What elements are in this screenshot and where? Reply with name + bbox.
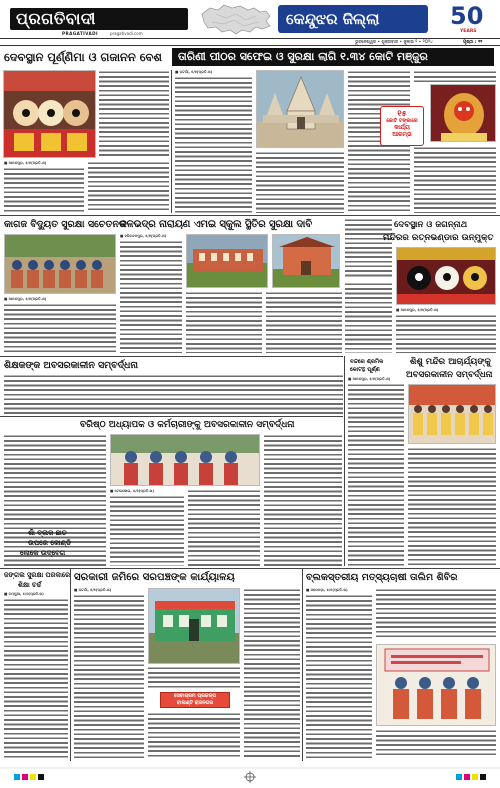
headline-roof-b: ଉପରେ କୋଣ୍ଡି [28, 538, 72, 547]
info-box-line1: ୧୫ [397, 109, 407, 118]
story-shishu-body [408, 447, 496, 566]
story-professor-col3 [188, 489, 260, 566]
dateline-text: ଭୁବନେଶ୍ୱର • ଶୁକ୍ରବାର • ଜୁଲାଇ ୨ • ୨୦୨୪ [355, 40, 433, 45]
headline-bar [0, 47, 500, 67]
sign-line2: ବାଲଣ୍ଟି ରାଜନଗର [176, 700, 214, 706]
headline-forest-a: ଜଙ୍ଗଲ ସୁରକ୍ଷା ପରକାରେ [4, 571, 71, 579]
masthead-logo [10, 8, 188, 30]
dateline-3: ■ ଆନନ୍ଦପୁର, ୫/୭(ପ୍ରତି.ଖ) [4, 297, 47, 301]
story-sarpanch-col4 [244, 588, 300, 758]
district-map-icon [196, 2, 276, 36]
story-sarpanch-col1 [74, 594, 144, 758]
headline-teacher-retire: ଶିକ୍ଷକଙ୍କ ଅବସରକାଳୀନ ସମ୍ବର୍ଦ୍ଧନା [4, 360, 138, 371]
page-number: ପୃଷ୍ଠା : ୧୧ [463, 40, 483, 45]
story-professor-col4 [264, 434, 342, 566]
building-photo [272, 234, 340, 288]
story-tarini-col4 [414, 70, 496, 82]
goddess-photo [430, 84, 496, 142]
divider [0, 568, 500, 569]
story-sarpanch-col3 [148, 712, 240, 758]
divider [302, 569, 303, 761]
headline-ratna-a: ଦେବସ୍ଥାନ ଓ ଜଗନ୍ନାଥ [394, 220, 468, 230]
training-photo [376, 644, 496, 726]
anniversary-badge [448, 4, 494, 34]
headline-box [172, 48, 494, 66]
headline-forest-b: ଶିକ୍ଷା ଚର୍ଚ୍ଚ [18, 581, 42, 589]
headline-professor: ବରିଷ୍ଠ ଅଧ୍ୟାପକ ଓ କର୍ମଚାରୀଙ୍କୁ ଅବସରକାଳୀନ ସମ୍ବର୍ଦ୍ଧନା [80, 420, 295, 430]
story-devasthan-col1 [99, 70, 169, 158]
story-forest-body [4, 598, 68, 758]
story-school-col1 [120, 240, 182, 353]
date-strip [0, 38, 500, 46]
story-devasthan-col3 [88, 161, 169, 213]
story-ratna-col1 [345, 218, 392, 278]
logo-url: pragativadi.com [110, 31, 143, 36]
divider [344, 356, 345, 566]
story-school-col2 [186, 291, 262, 353]
story-fish-col2 [376, 588, 496, 640]
story-electric-body [4, 303, 116, 353]
meeting-photo [4, 234, 116, 294]
info-box [380, 106, 424, 146]
headline-shishu-b: ଅବସରକାଳୀନ ସମ୍ବର୍ଦ୍ଧନା [406, 370, 493, 380]
office-photo [148, 588, 240, 664]
sign-board [160, 692, 230, 708]
district-title: କେନ୍ଦୁଝର ଜିଲ୍ଲା [286, 10, 380, 28]
dateline-10: ■ ସହରପଡ଼ା, ୫/୭(ପ୍ରତି.ଖ) [306, 588, 348, 592]
anniversary-number: 50 [450, 2, 484, 30]
district-title-banner [278, 5, 428, 33]
school-photo [186, 234, 268, 288]
headline-ratna-b: ମନ୍ଦିରର ରତ୍ନଭଣ୍ଡାର ଉନ୍ମୁକ୍ତ [383, 233, 494, 243]
shishu-photo [408, 384, 496, 444]
dateline-1: ■ ଆନନ୍ଦପୁର, ୫/୭(ପ୍ରତି.ଖ) [4, 161, 47, 165]
divider [171, 70, 172, 213]
dateline-5: ■ ଆନନ୍ଦପୁର, ୫/୭(ପ୍ରତି.ଖ) [396, 308, 439, 312]
story-ratna-col2 [345, 282, 392, 353]
headline-port-b: କୋଟନ୍ଥ ଘୂର୍ଣ୍ଣ [350, 367, 380, 373]
dateline-4: ■ ହରିଚନ୍ଦନପୁର, ୫/୭(ପ୍ରତି.ଖ) [120, 234, 167, 238]
story-fish-col1 [306, 594, 372, 758]
dateline-2: ■ ଘଟଗାଁ, ୫/୭(ପ୍ରତି.ଖ) [175, 70, 213, 74]
story-sarpanch-col2 [148, 666, 240, 690]
headline-electric-safety: କାଗଜ ବିଦ୍ୟୁତ ସୁରକ୍ଷା ସଚେତନତା [4, 219, 127, 230]
info-box-line3: କାର୍ଯ୍ୟ [394, 124, 410, 131]
footer-strip [0, 764, 500, 788]
logo-subtitle: PRAGATIVADI [62, 31, 98, 36]
headline-port-a: ବନ୍ଦରେ ଶ୍ରମିକ [350, 359, 384, 365]
dateline-9: ■ ଘଟଗାଁ, ୫/୭(ପ୍ରତି.ଖ) [74, 588, 112, 592]
anniversary-sub: YEARS [460, 29, 477, 34]
story-tarini-col5 [414, 146, 496, 213]
divider [70, 569, 71, 761]
temple-photo [256, 70, 344, 148]
info-box-line4: ଆରମ୍ଭ [392, 131, 412, 138]
story-school-col3 [266, 291, 342, 353]
professor-photo [110, 434, 260, 486]
sign-line1: ସେବାଶ୍ରମ ପ୍ରକଳ୍ପ [174, 693, 216, 699]
jagannath-photo [396, 247, 496, 305]
story-devasthan-col2 [4, 167, 84, 213]
story-tarini-col2 [256, 151, 344, 213]
masthead [0, 0, 500, 38]
story-port-body [348, 383, 404, 566]
divider [0, 416, 343, 417]
headline-fish-training: ବ୍ଲକସ୍ତରୀୟ ମତ୍ସ୍ୟଚାଷୀ ତାଲିମ ଶିବିର [306, 572, 458, 583]
story-tarini-col1 [175, 76, 252, 213]
story-ratna-col3 [396, 314, 496, 353]
divider [0, 215, 500, 216]
story-professor-col2 [110, 495, 184, 566]
divider [0, 356, 343, 357]
logo-text: ପ୍ରଗତିବାଦୀ [16, 9, 96, 28]
headline-roof-c: ଲୋକେ ଉଦ୍ବେଗ [20, 548, 66, 557]
story-teacher-body [4, 374, 343, 414]
dateline-8: ■ ଚମ୍ପୁଆ, ୫/୭(ପ୍ରତି.ଖ) [4, 592, 44, 596]
headline-shishu-a: ଶିଶୁ ମନ୍ଦିର ଆଚାର୍ଯ୍ୟଙ୍କୁ [410, 357, 491, 367]
headline-tarini: ତାରିଣୀ ପୀଠର ସଫେଇ ଓ ସୁରକ୍ଷା ଲାଗି ୧.୩୪ କୋଟି ମଞ୍ଜୁର [178, 50, 428, 63]
headline-roof-a: ଶାଁ ବ୍ଲକ ଛାତ [28, 528, 67, 537]
dateline-6: ■ ଟେଲକୋଇ, ୫/୭(ପ୍ରତି.ଖ) [110, 489, 155, 493]
headline-devasthan: ଦେବସ୍ଥାନ ପୂର୍ଣ୍ଣିମା ଓ ଗଜାନନ ବେଶ [4, 50, 162, 64]
headline-school-safety: ବଳଭଦ୍ର ନାରାୟଣ ଏମଇ ସ୍କୁଲ ସ୍ଥିତିର ସୁରକ୍ଷା ଦାବି [120, 219, 313, 230]
story-fish-col3 [376, 729, 496, 758]
headline-sarpanch-office: ସରକାରୀ ଜମିରେ ସରପଞ୍ଚଙ୍କ କାର୍ଯ୍ୟାଳୟ [74, 571, 235, 583]
info-box-line2: କୋଟି ଟଙ୍କାରେ [386, 118, 418, 124]
deity-photo [3, 70, 96, 158]
dateline-7: ■ ଆନନ୍ଦପୁର, ୫/୭(ପ୍ରତି.ଖ) [348, 377, 391, 381]
